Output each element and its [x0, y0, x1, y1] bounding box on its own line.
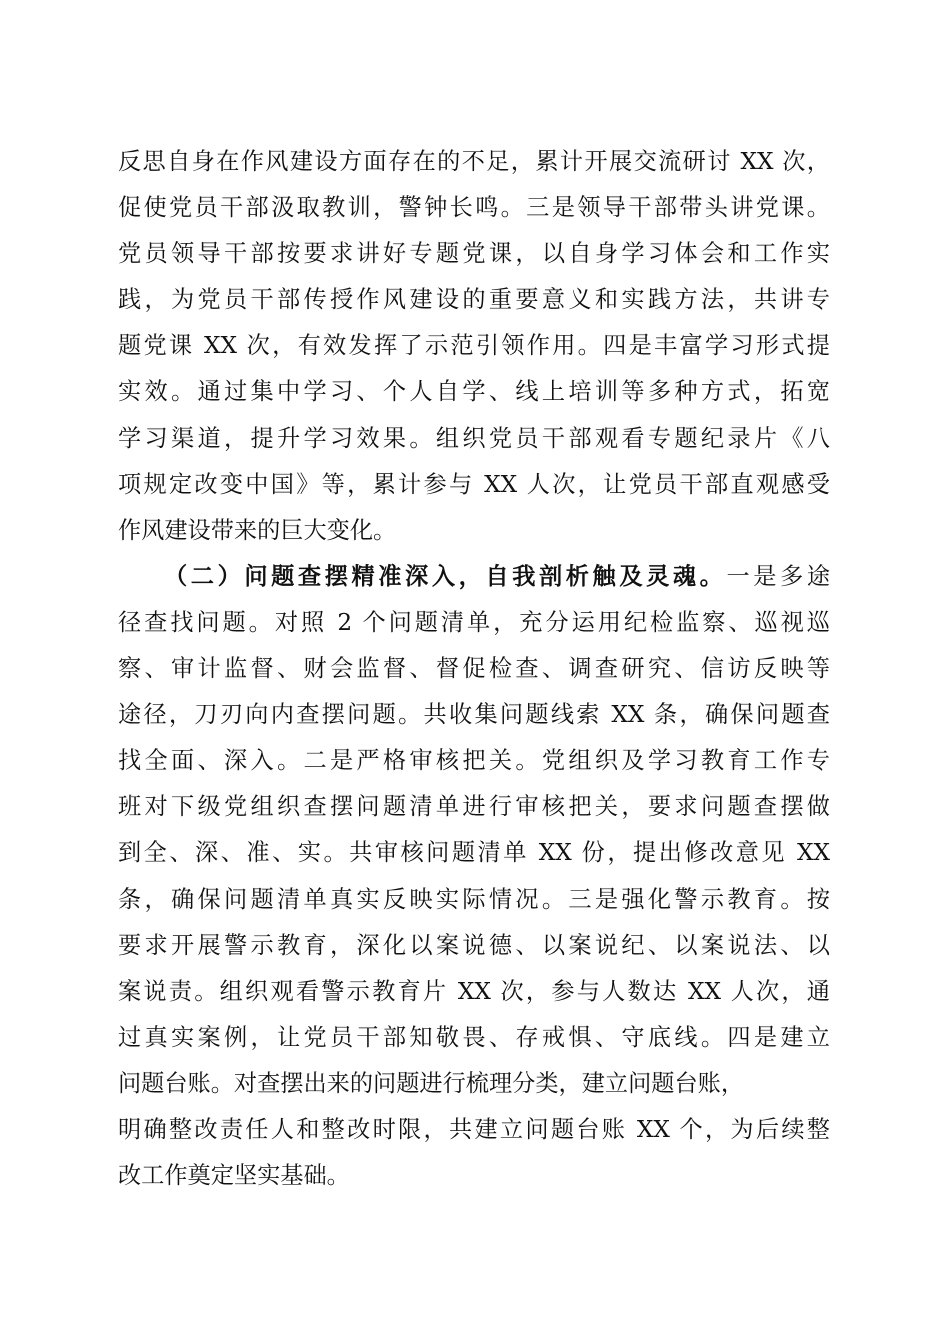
- text-line: 条，确保问题清单真实反映实际情况。三是强化警示教育。按: [118, 885, 830, 913]
- text-line: 改工作奠定坚实基础。: [118, 1162, 350, 1190]
- section-heading: （二）问题查摆精准深入，自我剖析触及灵魂。: [164, 562, 727, 590]
- body-text: [118, 139, 830, 1199]
- text-line: 找全面、深入。二是严格审核把关。党组织及学习教育工作专: [118, 747, 830, 775]
- text-line: 案说责。组织观看警示教育片 XX 次，参与人数达 XX 人次，通: [118, 977, 830, 1005]
- text-line: 反思自身在作风建设方面存在的不足，累计开展交流研讨 XX 次，: [118, 148, 830, 175]
- text-line: 践，为党员干部传授作风建设的重要意义和实践方法，共讲专: [118, 286, 830, 314]
- text-line: 班对下级党组织查摆问题清单进行审核把关，要求问题查摆做: [118, 793, 830, 821]
- text-line: 题党课 XX 次，有效发挥了示范引领作用。四是丰富学习形式提: [118, 332, 830, 360]
- text-line: 促使党员干部汲取教训，警钟长鸣。三是领导干部带头讲党课。: [118, 194, 830, 222]
- heading-line-continuation: 一是多途: [726, 562, 831, 590]
- text-line: 到全、深、准、实。共审核问题清单 XX 份，提出修改意见 XX: [118, 839, 830, 867]
- text-line: 过真实案例，让党员干部知敬畏、存戒惧、守底线。四是建立: [118, 1023, 830, 1051]
- text-line: 项规定改变中国》等，累计参与 XX 人次，让党员干部直观感受: [118, 470, 830, 498]
- text-line: 学习渠道，提升学习效果。组织党员干部观看专题纪录片《八: [118, 424, 830, 452]
- text-line: 要求开展警示教育，深化以案说德、以案说纪、以案说法、以: [118, 931, 830, 959]
- text-line: 明确整改责任人和整改时限，共建立问题台账 XX 个，为后续整: [118, 1115, 830, 1143]
- text-line: 途径，刀刃向内查摆问题。共收集问题线索 XX 条，确保问题查: [118, 701, 830, 729]
- text-line: 党员领导干部按要求讲好专题党课，以自身学习体会和工作实: [118, 240, 830, 268]
- text-line: 作风建设带来的巨大变化。: [118, 516, 397, 544]
- paragraph-problem-finding: [118, 554, 830, 1199]
- text-line: 问题台账。对查摆出来的问题进行梳理分类，建立问题台账，: [118, 1069, 745, 1097]
- text-line: [118, 554, 830, 600]
- paragraph-learning-education: [118, 139, 830, 554]
- text-line: 实效。通过集中学习、个人自学、线上培训等多种方式，拓宽: [118, 378, 830, 406]
- text-line: 察、审计监督、财会监督、督促检查、调查研究、信访反映等: [118, 655, 830, 683]
- text-line: 径查找问题。对照 2 个问题清单，充分运用纪检监察、巡视巡: [118, 608, 830, 636]
